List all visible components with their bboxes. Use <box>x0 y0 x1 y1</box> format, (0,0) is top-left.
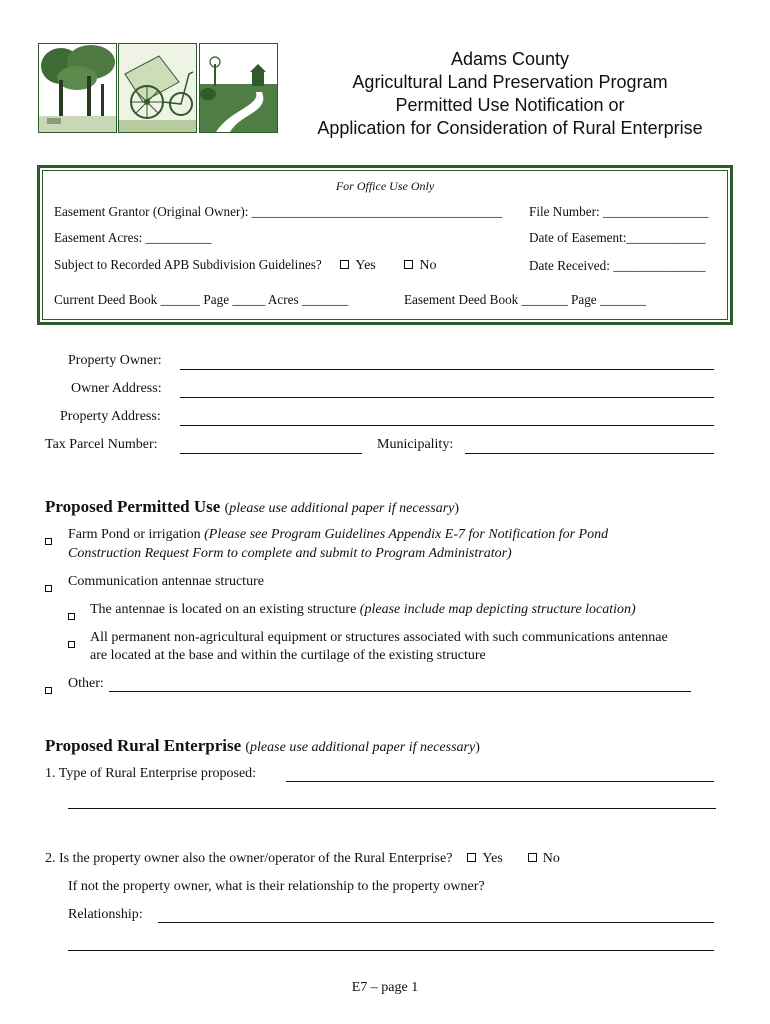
title-line-2: Agricultural Land Preservation Program <box>352 72 668 92</box>
office-use-box <box>37 165 733 325</box>
antenna-checkbox[interactable] <box>45 585 52 592</box>
q2-no-label: No <box>542 851 560 866</box>
antenna-curtilage-line-2: are located at the base and within the curtilage of the existing structure <box>90 648 486 663</box>
tree-scene-icon <box>39 44 116 132</box>
road-farm-scene-icon <box>200 44 277 132</box>
q2-label: 2. Is the property owner also the owner/operator of the Rural Enterprise? <box>45 851 453 866</box>
rural-paren-close: ) <box>475 740 480 755</box>
easement-acres-field[interactable]: Easement Acres: __________ <box>54 230 212 245</box>
rural-enterprise-note: please use additional paper if necessary <box>250 740 476 755</box>
owner-address-label: Owner Address: <box>71 381 162 396</box>
page-number: E7 – page 1 <box>351 980 419 995</box>
road-scene-logo <box>199 43 278 133</box>
subdivision-label: Subject to Recorded APB Subdivision Guidelines? <box>54 257 322 272</box>
q2-yes-label: Yes <box>482 851 503 866</box>
rural-enterprise-title: Proposed Rural Enterprise <box>45 736 242 755</box>
antenna-existing-option <box>90 602 636 618</box>
antenna-curtilage-checkbox[interactable] <box>68 641 75 648</box>
farm-machinery-icon <box>119 44 196 132</box>
machinery-logo <box>118 43 197 133</box>
q2-yes-checkbox[interactable] <box>467 853 476 862</box>
municipality-label: Municipality: <box>377 437 454 452</box>
q1-input[interactable] <box>286 781 714 782</box>
subdivision-question <box>54 257 436 274</box>
permitted-paren-close: ) <box>454 501 460 516</box>
antenna-curtilage-line-1: All permanent non-agricultural equipment or structures associated with such communications antennae <box>90 630 668 645</box>
owner-address-input[interactable] <box>180 397 714 398</box>
title-line-4: Application for Consideration of Rural Enterprise <box>317 118 703 138</box>
permitted-use-note: please use additional paper if necessary <box>229 501 455 516</box>
date-received-field[interactable]: Date Received: ______________ <box>529 258 706 273</box>
municipality-input[interactable] <box>465 453 714 454</box>
antenna-existing-note: (please include map depicting structure location) <box>359 602 636 617</box>
other-input[interactable] <box>109 691 691 692</box>
rural-paren-open: ( <box>245 740 251 755</box>
grantor-field[interactable]: Easement Grantor (Original Owner): ______________________________________ <box>54 204 503 219</box>
antenna-label: Communication antennae structure <box>68 574 264 589</box>
other-label: Other: <box>68 676 104 691</box>
q2-followup: If not the property owner, what is their relationship to the property owner? <box>68 879 485 894</box>
relationship-input[interactable] <box>158 922 714 923</box>
tax-parcel-input[interactable] <box>180 453 362 454</box>
pond-note-2: Construction Request Form to complete and submit to Program Administrator) <box>68 546 512 561</box>
rural-enterprise-heading <box>45 736 480 756</box>
subdivision-yes-label: Yes <box>355 258 376 273</box>
property-address-input[interactable] <box>180 425 714 426</box>
pond-note-1: (Please see Program Guidelines Appendix E-7 for Notification for Pond <box>204 527 609 542</box>
form-title <box>290 48 730 140</box>
relationship-input-continued[interactable] <box>68 950 714 951</box>
antenna-existing-checkbox[interactable] <box>68 613 75 620</box>
permitted-paren-open: ( <box>224 501 230 516</box>
q2-question <box>45 851 560 867</box>
other-checkbox[interactable] <box>45 687 52 694</box>
office-use-heading: For Office Use Only <box>335 179 435 193</box>
tree-scene-logo <box>38 43 117 133</box>
pond-checkbox[interactable] <box>45 538 52 545</box>
tax-parcel-label: Tax Parcel Number: <box>45 437 158 452</box>
permitted-use-heading <box>45 497 459 517</box>
q1-input-continued[interactable] <box>68 808 716 809</box>
file-number-field[interactable]: File Number: ________________ <box>529 204 709 219</box>
date-of-easement-field[interactable]: Date of Easement:____________ <box>529 230 706 245</box>
subdivision-no-checkbox[interactable] <box>404 260 413 269</box>
property-address-label: Property Address: <box>60 409 161 424</box>
subdivision-yes-checkbox[interactable] <box>340 260 349 269</box>
title-line-3: Permitted Use Notification or <box>395 95 625 115</box>
q2-no-checkbox[interactable] <box>528 853 537 862</box>
pond-label: Farm Pond or irrigation <box>68 527 201 542</box>
pond-option <box>68 527 608 543</box>
property-owner-input[interactable] <box>180 369 714 370</box>
permitted-use-title: Proposed Permitted Use <box>45 497 221 516</box>
relationship-label: Relationship: <box>68 907 143 922</box>
easement-deed-field[interactable]: Easement Deed Book _______ Page _______ <box>404 292 647 307</box>
antenna-existing-label: The antennae is located on an existing structure <box>90 602 357 617</box>
title-line-1: Adams County <box>450 49 570 69</box>
current-deed-field[interactable]: Current Deed Book ______ Page _____ Acres _______ <box>54 292 349 307</box>
subdivision-no-label: No <box>419 258 437 273</box>
property-owner-label: Property Owner: <box>68 353 162 368</box>
q1-label: 1. Type of Rural Enterprise proposed: <box>45 766 257 781</box>
